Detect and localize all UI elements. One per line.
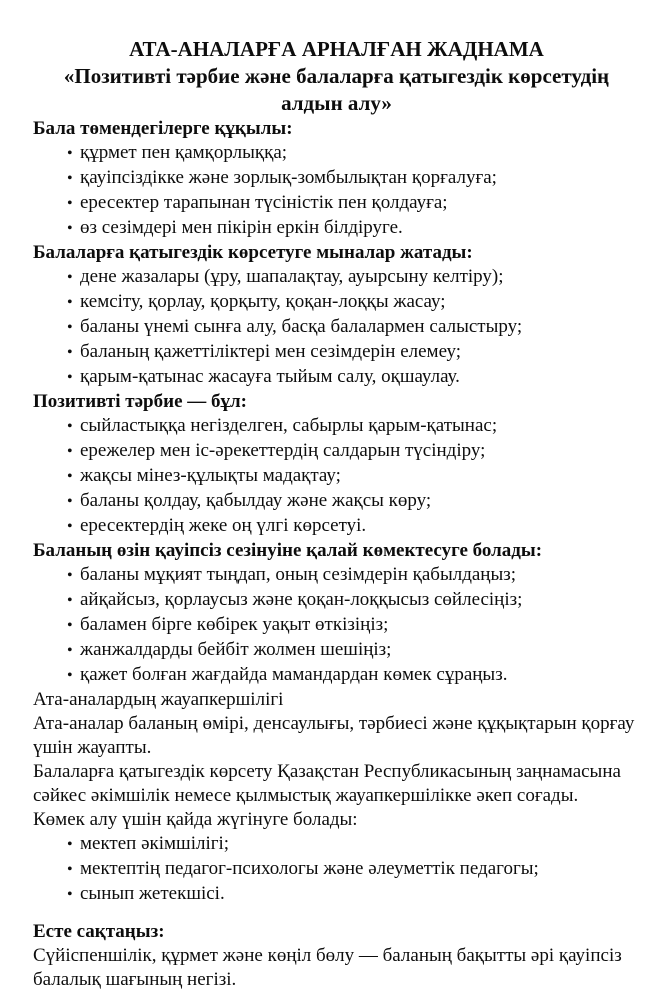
bullet-list	[33, 563, 640, 688]
list-item	[33, 365, 640, 390]
list-item-text: ережелер мен іс-әрекеттердің салдарын түсіндіру;	[80, 440, 486, 461]
section-remember	[33, 920, 640, 992]
list-item	[33, 832, 640, 857]
bullet-icon: •	[67, 836, 73, 853]
page-title: АТА-АНАЛАРҒА АРНАЛҒАН ЖАДНАМА	[129, 37, 544, 61]
list-item	[33, 265, 640, 290]
bullet-icon: •	[67, 886, 73, 903]
list-item-text: жақсы мінез-құлықты мадақтау;	[80, 465, 341, 486]
bullet-list	[33, 414, 640, 539]
list-item	[33, 489, 640, 514]
bullet-list	[33, 265, 640, 390]
list-item-text: баламен бірге көбірек уақыт өткізіңіз;	[80, 614, 389, 635]
list-item	[33, 439, 640, 464]
list-item-text: кемсіту, қорлау, қорқыту, қоқан-лоққы жасау;	[80, 291, 446, 312]
bullet-icon: •	[67, 195, 73, 212]
list-item-text: мектеп әкімшілігі;	[80, 833, 230, 854]
list-item	[33, 857, 640, 882]
list-item-text: ересектер тарапынан түсіністік пен қолдауға;	[80, 192, 448, 213]
list-item-text: қажет болған жағдайда мамандардан көмек сұраңыз.	[80, 664, 508, 685]
list-item-text: қауіпсіздікке және зорлық-зомбылықтан қорғалуға;	[80, 167, 497, 188]
list-item	[33, 290, 640, 315]
section-positive-parenting	[33, 390, 640, 539]
list-item-text: мектептің педагог-психологы және әлеуметтік педагогы;	[80, 858, 539, 879]
list-item	[33, 141, 640, 166]
bullet-icon: •	[67, 443, 73, 460]
list-item	[33, 613, 640, 638]
section-help-sources	[33, 808, 640, 907]
section-heading: Балаларға қатыгездік көрсетуге мыналар жатады:	[33, 242, 473, 263]
parents-responsibility-lead: Ата-аналардың жауапкершілігі	[33, 689, 284, 710]
list-item	[33, 216, 640, 241]
bullet-icon: •	[67, 344, 73, 361]
parents-responsibility-text: Ата-аналар баланың өмірі, денсаулығы, тәрбиесі және құқықтарын қорғау үшін жауапты.	[33, 713, 635, 758]
bullet-icon: •	[67, 170, 73, 187]
bullet-icon: •	[67, 667, 73, 684]
list-item-text: қарым-қатынас жасауға тыйым салу, оқшаулау.	[80, 366, 460, 387]
page-subtitle: «Позитивті тәрбие және балаларға қатыгездік көрсетудің алдын алу»	[63, 64, 610, 115]
list-item	[33, 514, 640, 539]
list-item	[33, 638, 640, 663]
list-item-text: құрмет пен қамқорлыққа;	[80, 142, 288, 163]
bullet-icon: •	[67, 468, 73, 485]
bullet-icon: •	[67, 493, 73, 510]
bullet-icon: •	[67, 294, 73, 311]
section-heading: Бала төмендегілерге құқылы:	[33, 118, 293, 139]
help-heading: Көмек алу үшін қайда жүгінуге болады:	[33, 809, 358, 830]
list-item	[33, 340, 640, 365]
bullet-icon: •	[67, 518, 73, 535]
bullet-icon: •	[67, 220, 73, 237]
bullet-icon: •	[67, 319, 73, 336]
bullet-icon: •	[67, 145, 73, 162]
bullet-icon: •	[67, 369, 73, 386]
list-item	[33, 882, 640, 907]
list-item-text: баланың қажеттіліктері мен сезімдерін елемеу;	[80, 341, 462, 362]
bullet-icon: •	[67, 592, 73, 609]
list-item-text: ересектердің жеке оң үлгі көрсетуі.	[80, 515, 367, 536]
list-item-text: сыйластыққа негізделген, сабырлы қарым-қатынас;	[80, 415, 498, 436]
bullet-icon: •	[67, 567, 73, 584]
bullet-icon: •	[67, 617, 73, 634]
list-item	[33, 191, 640, 216]
section-abuse-types	[33, 241, 640, 390]
bullet-icon: •	[67, 861, 73, 878]
section-heading: Позитивті тәрбие — бұл:	[33, 391, 247, 412]
list-item	[33, 315, 640, 340]
bullet-list	[33, 141, 640, 241]
list-item-text: айқайсыз, қорлаусыз және қоқан-лоққысыз сөйлесіңіз;	[80, 589, 523, 610]
list-item	[33, 663, 640, 688]
section-child-rights	[33, 117, 640, 241]
list-item	[33, 166, 640, 191]
bullet-list	[33, 832, 640, 907]
list-item-text: баланы қолдау, қабылдау және жақсы көру;	[80, 490, 432, 511]
list-item-text: дене жазалары (ұру, шапалақтау, ауырсыну келтіру);	[80, 266, 504, 287]
list-item-text: жанжалдарды бейбіт жолмен шешіңіз;	[80, 639, 392, 660]
list-item-text: баланы үнемі сынға алу, басқа балалармен салыстыру;	[80, 316, 523, 337]
remember-text: Сүйіспеншілік, құрмет және көңіл бөлу — баланың бақытты әрі қауіпсіз балалық шағының негізі.	[33, 945, 622, 990]
list-item	[33, 588, 640, 613]
list-item	[33, 414, 640, 439]
section-parents-responsibility	[33, 688, 640, 808]
bullet-icon: •	[67, 642, 73, 659]
legal-consequences-text: Балаларға қатыгездік көрсету Қазақстан Республикасының заңнамасына сәйкес әкімшілік немесе қылмыстық жауапкершілікке әкеп соғады.	[33, 761, 621, 806]
list-item-text: өз сезімдері мен пікірін еркін білдіруге.	[80, 217, 403, 238]
section-child-safety	[33, 539, 640, 688]
list-item-text: баланы мұқият тыңдап, оның сезімдерін қабылдаңыз;	[80, 564, 517, 585]
list-item-text: сынып жетекшісі.	[80, 883, 225, 904]
bullet-icon: •	[67, 418, 73, 435]
section-heading: Баланың өзін қауіпсіз сезінуіне қалай көмектесуге болады:	[33, 540, 543, 561]
list-item	[33, 464, 640, 489]
bullet-icon: •	[67, 269, 73, 286]
list-item	[33, 563, 640, 588]
remember-heading: Есте сақтаңыз:	[33, 921, 165, 942]
